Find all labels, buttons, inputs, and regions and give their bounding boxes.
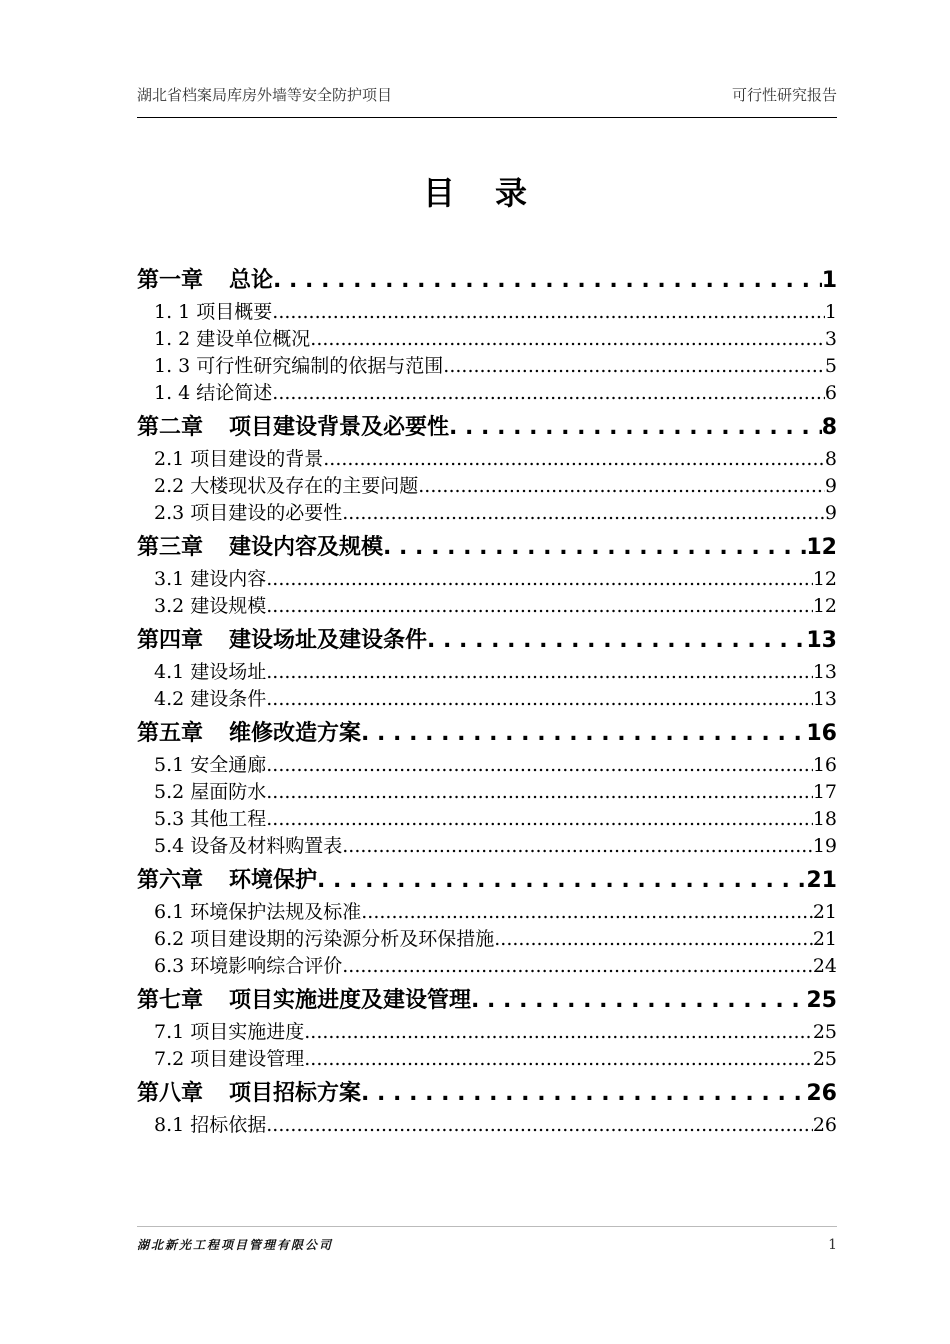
toc-section-entry[interactable] xyxy=(137,833,837,860)
toc-section-page: 18 xyxy=(812,808,837,830)
toc-section-label: 7.2 项目建设管理 xyxy=(154,1048,305,1070)
toc-section-page: 21 xyxy=(812,928,837,950)
toc-leader-dots xyxy=(272,299,825,326)
footer-divider xyxy=(137,1226,837,1227)
toc-chapter-title: 建设内容及规模 xyxy=(229,535,384,560)
toc-chapter-label xyxy=(137,409,449,446)
toc-section-page: 26 xyxy=(812,1114,837,1136)
toc-chapter-number: 第六章 xyxy=(137,868,204,893)
toc-chapter-label xyxy=(137,862,317,899)
toc-chapter-title: 项目实施进度及建设管理 xyxy=(229,988,472,1013)
toc-chapter-title: 建设场址及建设条件 xyxy=(229,628,428,653)
toc-section-entry[interactable] xyxy=(137,593,837,620)
toc-chapter-title: 环境保护 xyxy=(229,868,318,893)
toc-section-entry[interactable] xyxy=(137,299,837,326)
toc-section-label: 1. 3 可行性研究编制的依据与范围 xyxy=(154,355,444,377)
toc-chapter-page: 1 xyxy=(821,268,837,293)
toc-leader-dots xyxy=(342,833,813,860)
toc-leader-dots xyxy=(317,862,806,899)
header-project-name: 湖北省档案局库房外墙等安全防护项目 xyxy=(137,86,393,104)
toc-section-entry[interactable] xyxy=(137,353,837,380)
toc-section-label: 2.1 项目建设的背景 xyxy=(154,448,324,470)
toc-section-label: 3.2 建设规模 xyxy=(154,595,267,617)
toc-section-label: 1. 1 项目概要 xyxy=(154,301,273,323)
toc-section-page: 6 xyxy=(824,382,837,404)
toc-chapter-entry[interactable] xyxy=(137,862,837,899)
toc-section-page: 3 xyxy=(824,328,837,350)
toc-section-page: 9 xyxy=(824,502,837,524)
toc-chapter-label xyxy=(137,715,361,752)
toc-section-entry[interactable] xyxy=(137,926,837,953)
toc-leader-dots xyxy=(361,715,806,752)
toc-leader-dots xyxy=(471,982,806,1019)
toc-section-label: 5.4 设备及材料购置表 xyxy=(154,835,343,857)
toc-leader-dots xyxy=(266,779,813,806)
toc-chapter-label xyxy=(137,982,471,1019)
toc-chapter-number: 第三章 xyxy=(137,535,204,560)
toc-section-page: 17 xyxy=(812,781,837,803)
toc-chapter-entry[interactable] xyxy=(137,982,837,1019)
toc-leader-dots xyxy=(427,622,806,659)
toc-section-entry[interactable] xyxy=(137,500,837,527)
toc-leader-dots xyxy=(494,926,813,953)
toc-section-page: 24 xyxy=(812,955,837,977)
toc-leader-dots xyxy=(449,409,822,446)
toc-section-label: 2.3 项目建设的必要性 xyxy=(154,502,343,524)
toc-leader-dots xyxy=(266,752,813,779)
toc-section-label: 5.2 屋面防水 xyxy=(154,781,267,803)
toc-chapter-number: 第一章 xyxy=(137,268,204,293)
toc-chapter-entry[interactable] xyxy=(137,529,837,566)
toc-section-label: 8.1 招标依据 xyxy=(154,1114,267,1136)
toc-section-page: 16 xyxy=(812,754,837,776)
toc-chapter-title: 总论 xyxy=(229,268,274,293)
toc-section-page: 25 xyxy=(812,1021,837,1043)
toc-section-entry[interactable] xyxy=(137,659,837,686)
toc-leader-dots xyxy=(266,659,813,686)
toc-section-page: 13 xyxy=(812,688,837,710)
toc-chapter-page: 26 xyxy=(806,1081,837,1106)
toc-section-label: 1. 2 建设单位概况 xyxy=(154,328,311,350)
toc-section-entry[interactable] xyxy=(137,380,837,407)
toc-section-page: 8 xyxy=(824,448,837,470)
toc-leader-dots xyxy=(304,1019,813,1046)
toc-chapter-label xyxy=(137,529,383,566)
toc-section-page: 9 xyxy=(824,475,837,497)
toc-leader-dots xyxy=(323,446,825,473)
toc-group-gap xyxy=(137,1139,837,1141)
toc-section-entry[interactable] xyxy=(137,752,837,779)
toc-section-label: 7.1 项目实施进度 xyxy=(154,1021,305,1043)
toc-section-label: 5.1 安全通廊 xyxy=(154,754,267,776)
toc-section-label: 4.2 建设条件 xyxy=(154,688,267,710)
toc-chapter-number: 第八章 xyxy=(137,1081,204,1106)
toc-section-label: 3.1 建设内容 xyxy=(154,568,267,590)
toc-section-label: 6.1 环境保护法规及标准 xyxy=(154,901,362,923)
toc-chapter-entry[interactable] xyxy=(137,715,837,752)
toc-chapter-label xyxy=(137,1075,361,1112)
toc-leader-dots xyxy=(266,566,813,593)
toc-section-page: 12 xyxy=(812,568,837,590)
toc-chapter-number: 第七章 xyxy=(137,988,204,1013)
toc-section-label: 6.2 项目建设期的污染源分析及环保措施 xyxy=(154,928,495,950)
toc-section-entry[interactable] xyxy=(137,806,837,833)
header-report-type: 可行性研究报告 xyxy=(731,86,837,104)
toc-chapter-entry[interactable] xyxy=(137,262,837,299)
toc-section-entry[interactable] xyxy=(137,1019,837,1046)
toc-section-entry[interactable] xyxy=(137,1046,837,1073)
toc-chapter-page: 25 xyxy=(806,988,837,1013)
toc-section-page: 13 xyxy=(812,661,837,683)
toc-chapter-page: 13 xyxy=(806,628,837,653)
toc-chapter-title: 项目招标方案 xyxy=(229,1081,362,1106)
toc-chapter-page: 21 xyxy=(806,868,837,893)
toc-section-page: 19 xyxy=(812,835,837,857)
table-of-contents xyxy=(137,262,837,1141)
toc-chapter-label xyxy=(137,262,273,299)
toc-section-entry[interactable] xyxy=(137,899,837,926)
toc-chapter-label xyxy=(137,622,427,659)
toc-leader-dots xyxy=(310,326,825,353)
toc-leader-dots xyxy=(418,473,825,500)
toc-chapter-entry[interactable] xyxy=(137,1075,837,1112)
toc-section-page: 5 xyxy=(824,355,837,377)
toc-leader-dots xyxy=(266,806,813,833)
toc-chapter-page: 12 xyxy=(806,535,837,560)
toc-chapter-number: 第五章 xyxy=(137,721,204,746)
toc-leader-dots xyxy=(272,380,825,407)
toc-section-entry[interactable] xyxy=(137,326,837,353)
toc-chapter-title: 维修改造方案 xyxy=(229,721,362,746)
toc-leader-dots xyxy=(361,1075,806,1112)
toc-section-page: 21 xyxy=(812,901,837,923)
toc-leader-dots xyxy=(266,686,813,713)
toc-section-entry[interactable] xyxy=(137,566,837,593)
page-header xyxy=(137,80,837,110)
toc-section-label: 4.1 建设场址 xyxy=(154,661,267,683)
toc-section-entry[interactable] xyxy=(137,686,837,713)
toc-section-entry[interactable] xyxy=(137,446,837,473)
toc-chapter-entry[interactable] xyxy=(137,622,837,659)
toc-leader-dots xyxy=(304,1046,813,1073)
toc-leader-dots xyxy=(273,262,822,299)
toc-chapter-page: 8 xyxy=(821,415,837,440)
toc-leader-dots xyxy=(266,593,813,620)
toc-title: 目录 xyxy=(422,174,567,212)
toc-leader-dots xyxy=(342,953,813,980)
toc-section-label: 6.3 环境影响综合评价 xyxy=(154,955,343,977)
toc-section-page: 1 xyxy=(824,301,837,323)
footer-page-number: 1 xyxy=(828,1237,837,1253)
toc-leader-dots xyxy=(361,899,813,926)
toc-section-label: 1. 4 结论简述 xyxy=(154,382,273,404)
header-divider xyxy=(137,117,837,118)
toc-chapter-entry[interactable] xyxy=(137,409,837,446)
toc-section-entry[interactable] xyxy=(137,779,837,806)
toc-chapter-number: 第二章 xyxy=(137,415,204,440)
toc-leader-dots xyxy=(266,1112,813,1139)
toc-chapter-number: 第四章 xyxy=(137,628,204,653)
toc-leader-dots xyxy=(443,353,825,380)
toc-section-page: 25 xyxy=(812,1048,837,1070)
footer-company: 湖北新光工程项目管理有限公司 xyxy=(137,1238,334,1252)
toc-leader-dots xyxy=(342,500,825,527)
toc-section-entry[interactable] xyxy=(137,953,837,980)
toc-chapter-page: 16 xyxy=(806,721,837,746)
toc-section-entry[interactable] xyxy=(137,473,837,500)
toc-chapter-title: 项目建设背景及必要性 xyxy=(229,415,450,440)
toc-section-page: 12 xyxy=(812,595,837,617)
toc-leader-dots xyxy=(383,529,806,566)
toc-section-entry[interactable] xyxy=(137,1112,837,1139)
toc-section-label: 5.3 其他工程 xyxy=(154,808,267,830)
toc-section-label: 2.2 大楼现状及存在的主要问题 xyxy=(154,475,419,497)
